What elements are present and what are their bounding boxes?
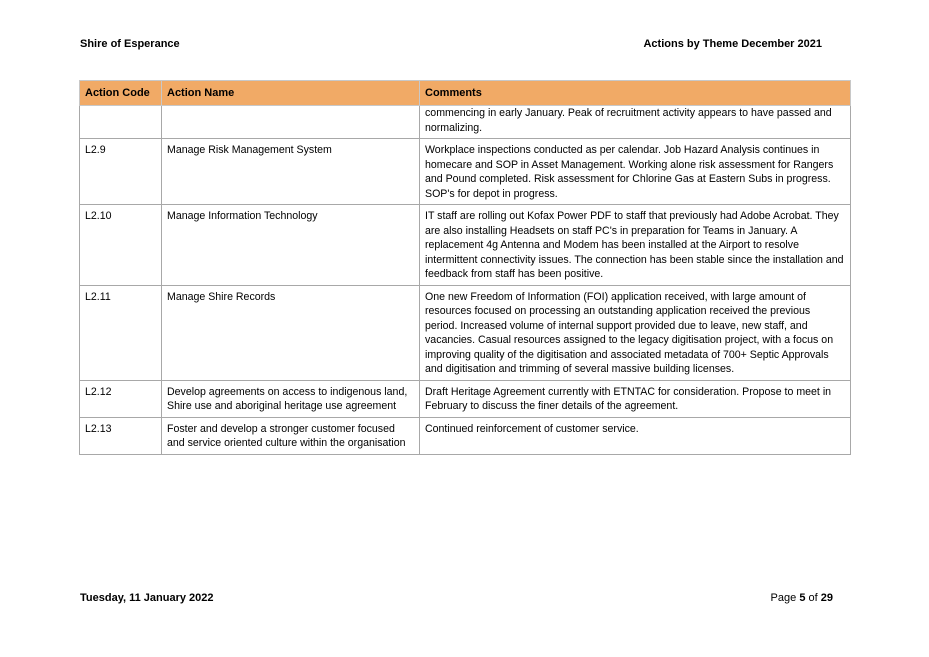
header-organisation: Shire of Esperance	[80, 38, 180, 50]
cell-action-code: L2.10	[80, 205, 162, 286]
table-row-continuation	[80, 106, 851, 139]
cell-action-code: L2.12	[80, 380, 162, 417]
column-header-action-name: Action Name	[162, 81, 420, 106]
page-total: 29	[820, 592, 833, 604]
table-row	[80, 285, 851, 380]
cell-action-name: Develop agreements on access to indigenous land, Shire use and aboriginal heritage use agreement	[162, 380, 420, 417]
column-header-action-code: Action Code	[80, 81, 162, 106]
cell-comments: Continued reinforcement of customer service.	[420, 417, 851, 454]
cell-comments: One new Freedom of Information (FOI) application received, with large amount of resources focused on processing an outstanding application received the previous period. Increased volume of internal support provided due to leave, new staff, and vacancies. Casual resources assigned to the legacy digitisation project, with a focus on improving quality of the digitisation and associated metadata of 700+ Septic Approvals and digitisation and trimming of several massive building licenses.	[420, 285, 851, 380]
cell-action-code: L2.11	[80, 285, 162, 380]
actions-table	[79, 80, 851, 455]
cell-action-name: Manage Information Technology	[162, 205, 420, 286]
page-current: 5	[799, 592, 806, 604]
cell-comments: Draft Heritage Agreement currently with ETNTAC for consideration. Propose to meet in February to discuss the finer details of the agreement.	[420, 380, 851, 417]
cell-comments: Workplace inspections conducted as per calendar. Job Hazard Analysis continues in homecare and SOP in Asset Management. Working alone risk assessment for Rangers and Pound completed. Risk assessment for Chlorine Gas at Eastern Subs in progress. SOP's for depot in progress.	[420, 139, 851, 205]
footer-date: Tuesday, 11 January 2022	[80, 592, 214, 604]
header-report-title: Actions by Theme December 2021	[643, 38, 822, 50]
cell-comments: commencing in early January. Peak of recruitment activity appears to have passed and normalizing.	[420, 106, 851, 139]
table-row	[80, 380, 851, 417]
page-label: Page	[770, 592, 797, 604]
cell-action-code: L2.9	[80, 139, 162, 205]
page-of: of	[808, 592, 818, 604]
cell-action-name: Manage Risk Management System	[162, 139, 420, 205]
cell-action-name	[162, 106, 420, 139]
table-header-row	[80, 81, 851, 106]
cell-action-code: L2.13	[80, 417, 162, 454]
table-row	[80, 205, 851, 286]
cell-action-code	[80, 106, 162, 139]
cell-action-name: Manage Shire Records	[162, 285, 420, 380]
column-header-comments: Comments	[420, 81, 851, 106]
cell-action-name: Foster and develop a stronger customer focused and service oriented culture within the organisation	[162, 417, 420, 454]
cell-comments: IT staff are rolling out Kofax Power PDF to staff that previously had Adobe Acrobat. They are also installing Headsets on staff PC's in preparation for Teams in January. A replacement 4g Antenna and Modem has been installed at the Airport to resolve intermittent connectivity issues. The connection has been stable since the installation and feedback from staff has been positive.	[420, 205, 851, 286]
footer-page-number	[771, 592, 833, 604]
table-row	[80, 417, 851, 454]
table-row	[80, 139, 851, 205]
